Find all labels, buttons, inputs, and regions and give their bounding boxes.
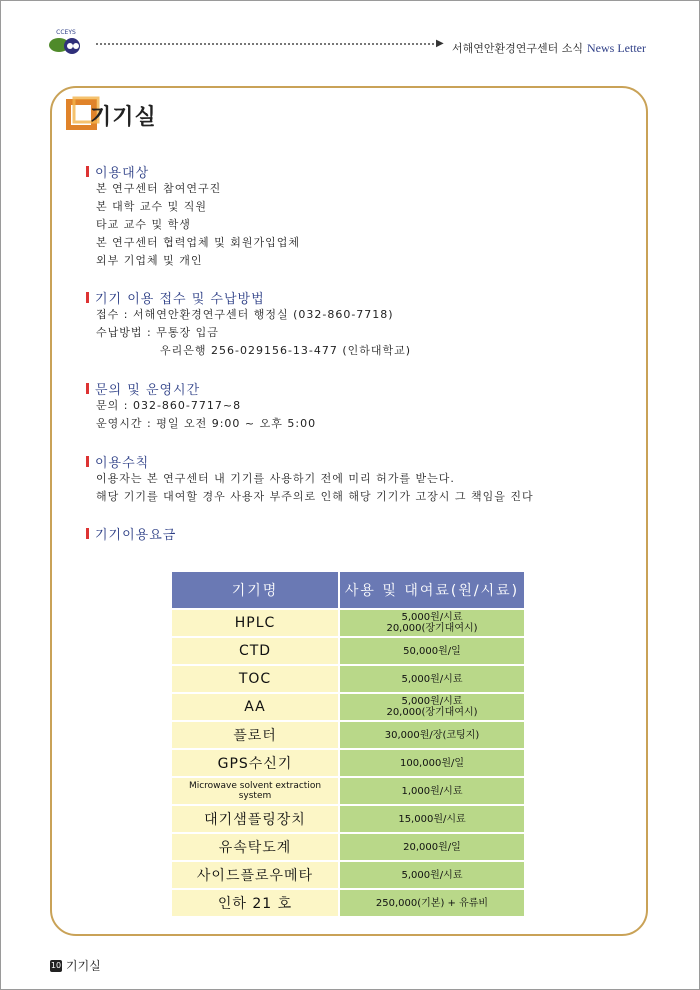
section-heading: 이용수칙 xyxy=(86,452,534,470)
device-name-cell: Microwave solvent extraction system xyxy=(172,778,338,804)
text-line: 외부 기업체 및 개인 xyxy=(96,254,203,267)
svg-text:CCEYS: CCEYS xyxy=(56,29,76,36)
fee-line: 5,000원/시료 xyxy=(401,696,463,707)
fee-line: 100,000원/일 xyxy=(399,757,465,769)
header-dotted-line xyxy=(96,43,434,45)
fee-cell xyxy=(340,750,524,776)
heading-bar-icon xyxy=(86,456,89,467)
device-name-cell: 사이드플로우메타 xyxy=(172,862,338,888)
footer xyxy=(50,957,101,974)
fee-cell xyxy=(340,862,524,888)
section-heading: 기기 이용 접수 및 수납방법 xyxy=(86,288,411,306)
section-users xyxy=(86,162,300,270)
text-line: 우리은행 256-029156-13-477 (인하대학교) xyxy=(160,344,412,357)
heading-bar-icon xyxy=(86,166,89,177)
device-name-cell: 플로터 xyxy=(172,722,338,748)
table-row xyxy=(172,862,524,888)
table-header-row xyxy=(172,572,524,608)
fee-line: 1,000원/시료 xyxy=(401,785,463,797)
fee-line: 5,000원/시료 xyxy=(401,673,463,685)
column-header-fee: 사용 및 대여료(원/시료) xyxy=(340,572,524,608)
device-name-cell: 대기샘플링장치 xyxy=(172,806,338,832)
device-name-cell: HPLC xyxy=(172,610,338,636)
text-line: 운영시간 : 평일 오전 9:00 ~ 오후 5:00 xyxy=(96,417,317,430)
fee-table xyxy=(170,570,526,918)
page-title: 기기실 xyxy=(90,105,157,130)
section-reception xyxy=(86,288,411,360)
table-row xyxy=(172,890,524,916)
column-header-device: 기기명 xyxy=(172,572,338,608)
news-letter-label: News Letter xyxy=(587,41,646,55)
device-name-cell: CTD xyxy=(172,638,338,664)
device-name-cell: TOC xyxy=(172,666,338,692)
table-row xyxy=(172,806,524,832)
text-line: 문의 : 032-860-7717~8 xyxy=(96,399,242,412)
device-name-cell: 인하 21 호 xyxy=(172,890,338,916)
table-row xyxy=(172,778,524,804)
text-line: 접수 : 서해연안환경연구센터 행정실 (032-860-7718) xyxy=(96,308,394,321)
heading-bar-icon xyxy=(86,383,89,394)
fee-line: 20,000(장기대여시) xyxy=(386,707,478,718)
table-row xyxy=(172,834,524,860)
table-row xyxy=(172,610,524,636)
device-name-cell: GPS수신기 xyxy=(172,750,338,776)
breadcrumb-text: 서해연안환경연구센터 소식 xyxy=(452,42,584,55)
section-fees xyxy=(86,524,176,542)
text-line: 본 대학 교수 및 직원 xyxy=(96,200,207,213)
fee-line: 20,000(장기대여시) xyxy=(386,623,478,634)
fee-line: 15,000원/시료 xyxy=(398,813,466,825)
fee-line: 30,000원/장(코팅지) xyxy=(384,729,480,741)
table-row xyxy=(172,750,524,776)
table-row xyxy=(172,722,524,748)
fee-line: 250,000(기본) + 유류비 xyxy=(375,897,489,909)
fee-cell xyxy=(340,834,524,860)
fee-cell xyxy=(340,666,524,692)
text-line: 타교 교수 및 학생 xyxy=(96,218,191,231)
header-breadcrumb xyxy=(452,40,646,56)
table-row xyxy=(172,694,524,720)
section-rules xyxy=(86,452,534,506)
section-heading: 기기이용요금 xyxy=(86,524,176,542)
fee-table-body xyxy=(172,610,524,916)
fee-line: 20,000원/일 xyxy=(403,841,461,853)
heading-bar-icon xyxy=(86,292,89,303)
page-number: 10 xyxy=(50,960,62,970)
table-row xyxy=(172,666,524,692)
fee-cell xyxy=(340,722,524,748)
device-name-cell: AA xyxy=(172,694,338,720)
table-row xyxy=(172,638,524,664)
device-name-cell: 유속탁도계 xyxy=(172,834,338,860)
text-line: 본 연구센터 참여연구진 xyxy=(96,182,222,195)
text-line: 수납방법 : 무통장 입금 xyxy=(96,326,219,339)
section-contact xyxy=(86,379,316,433)
footer-label: 기기실 xyxy=(66,959,101,973)
fee-cell xyxy=(340,694,524,720)
section-heading: 문의 및 운영시간 xyxy=(86,379,316,397)
fee-cell xyxy=(340,890,524,916)
fee-cell xyxy=(340,638,524,664)
fee-cell xyxy=(340,778,524,804)
cceys-logo xyxy=(46,26,86,56)
fee-line: 5,000원/시료 xyxy=(401,869,463,881)
section-heading: 이용대상 xyxy=(86,162,300,180)
fee-line: 5,000원/시료 xyxy=(401,612,463,623)
arrow-icon: ▶ xyxy=(436,38,444,49)
text-line: 이용자는 본 연구센터 내 기기를 사용하기 전에 미리 허가를 받는다. xyxy=(96,472,455,485)
fee-cell xyxy=(340,610,524,636)
heading-bar-icon xyxy=(86,528,89,539)
fee-line: 50,000원/일 xyxy=(403,645,461,657)
fee-cell xyxy=(340,806,524,832)
text-line: 본 연구센터 협력업체 및 회원가입업체 xyxy=(96,236,301,249)
text-line: 해당 기기를 대여할 경우 사용자 부주의로 인해 해당 기기가 고장시 그 책임을 진다 xyxy=(96,490,534,503)
